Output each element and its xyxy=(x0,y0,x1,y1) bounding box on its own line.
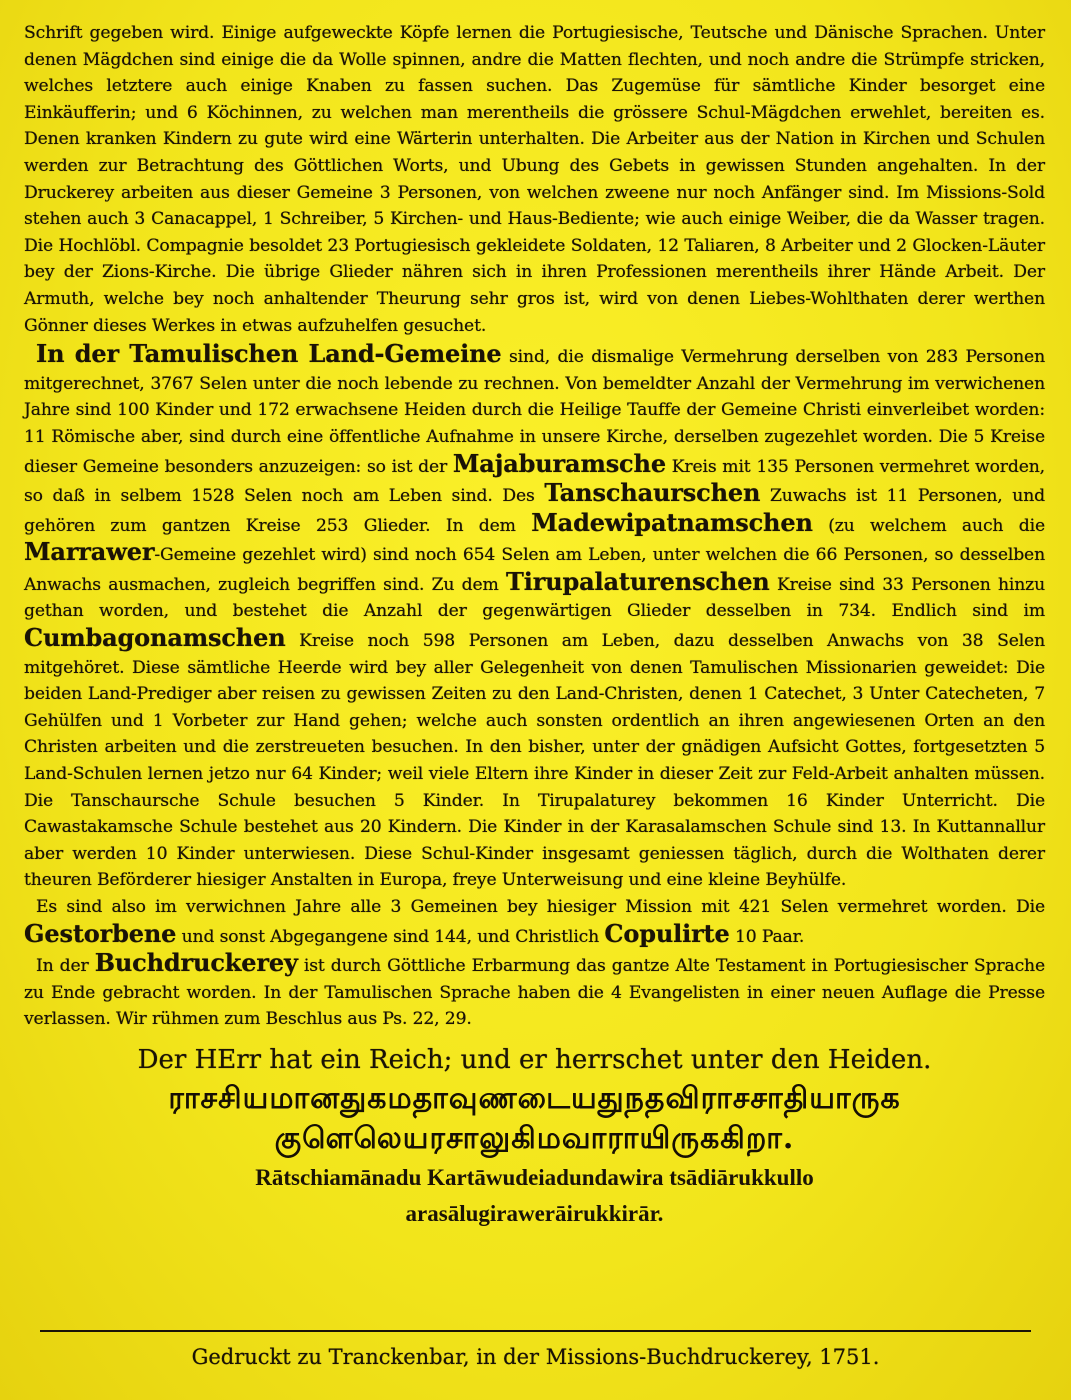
emphasis-term: Copulirte xyxy=(604,918,730,948)
emphasis-term: Cumbagonamschen xyxy=(24,623,286,653)
transliteration-line-2: arasālugirawerāirukkirār. xyxy=(405,1200,664,1226)
motto-verse: Der HErr hat ein Reich; und er herrschet unter den Heiden. xyxy=(137,1044,932,1075)
paragraph-tamil-land-congregation xyxy=(24,341,1045,894)
emphasis-term: Marrawer xyxy=(24,537,155,567)
paragraph-text: Es sind also im verwichnen Jahre alle 3 Gemeinen bey hiesiger Mission mit 421 Selen vermehret worden. Die Gestorbene und sonst Abgegangene sind 144, und Christlich Copulirte 10 Paar. xyxy=(24,897,1045,948)
footer-divider xyxy=(40,1330,1031,1332)
paragraph-summary xyxy=(24,894,1045,950)
emphasis-heading: In der Tamulischen Land-Gemeine xyxy=(36,339,502,369)
imprint-footer: Gedruckt zu Tranckenbar, in der Missions-Buchdruckerey, 1751. xyxy=(191,1345,880,1369)
tamil-verse-line-2: குளெலெயரசாலுகிமவாராயிருககிறா. xyxy=(274,1120,795,1156)
emphasis-term: Gestorbene xyxy=(24,918,177,948)
emphasis-term: Tirupalaturenschen xyxy=(506,566,770,596)
transliteration-line-1: Rātschiamānadu Kartāwudeiadundawira tsādiārukkullo xyxy=(255,1164,814,1190)
paragraph-text: In der Buchdruckerey ist durch Göttliche Erbarmung das gantze Alte Testament in Portugiesischer Sprache zu Ende gebracht worden. In der Tamulischen Sprache haben die 4 Evangelisten in einer neuen Auflage die Presse verlassen. Wir rühmen zum Beschlus aus Ps. 22, 29. xyxy=(24,948,1045,1030)
tamil-verse-line-1: ராசசியமானதுகமதாவுணடையதுநதவிராசசாதியாருக xyxy=(168,1080,901,1116)
paragraph-printing xyxy=(24,950,1045,1033)
emphasis-term: Majaburamsche xyxy=(452,448,666,478)
paragraph-text: Schrift gegeben wird. Einige aufgeweckte Köpfe lernen die Portugiesische, Teutsche und Dänische Sprachen. Unter denen Mägdchen sind einige die da Wolle spinnen, andre die Matten flechten, und noch andre die Strümpfe stricken, welches letztere auch einige Knaben zu fassen suchen. Das Zugemüse für sämtliche Kinder besorget eine Einkäufferin; und 6 Köchinnen, zu welchen man merentheils die grössere Schul-Mägdchen erwehlet, bereiten es. Denen kranken Kindern zu gute wird eine Wärterin unterhalten. Die Arbeiter aus der Nation in Kirchen und Schulen werden zur Betrachtung des Göttlichen Worts, und Ubung des Gebets in gewissen Stunden angehalten. In der Druckerey arbeiten aus dieser Gemeine 3 Personen, von welchen zweene nur noch Anfänger sind. Im Missions-Sold stehen auch 3 Canacappel, 1 Schreiber, 5 Kirchen- und Haus-Bediente; wie auch einige Weiber, die da Wasser tragen. Die Hochlöbl. Compagnie besoldet 23 Portugiesisch gekleidete Soldaten, 12 Taliaren, 8 Arbeiter und 2 Glocken-Läuter bey der Zions-Kirche. Die übrige Glieder nähren sich in ihren Professionen merentheils ihrer Hände Arbeit. Der Armuth, welche bey noch anhaltender Theurung sehr gros ist, wird von denen Liebes-Wohlthaten derer werthen Gönner dieses Werkes in etwas aufzuhelfen gesuchet. xyxy=(24,23,1045,336)
emphasis-term: Buchdruckerey xyxy=(94,948,298,978)
emphasis-term: Tanschaurschen xyxy=(544,478,761,508)
paragraph-school xyxy=(24,20,1045,339)
emphasis-term: Madewipatnamschen xyxy=(531,507,813,537)
paragraph-text: In der Tamulischen Land-Gemeine sind, die dismalige Vermehrung derselben von 283 Personen mitgerechnet, 3767 Selen unter die noch lebende zu rechnen. Von bemeldter Anzahl der Vermehrung im verwichenen Jahre sind 100 Kinder und 172 erwachsene Heiden durch die Heilige Tauffe der Gemeine Christi einverleibet worden: 11 Römische aber, sind durch eine öffentliche Aufnahme in unsere Kirche, derselben zugezehlet worden. Die 5 Kreise dieser Gemeine besonders anzuzeigen: so ist der Majaburamsche Kreis mit 135 Personen vermehret worden, so daß in selbem 1528 Selen noch am Leben sind. Des Tanschaurschen Zuwachs ist 11 Personen, und gehören zum gantzen Kreise 253 Glieder. In dem Madewipatnamschen (zu welchem auch die Marrawer-Gemeine gezehlet wird) sind noch 654 Selen am Leben, unter welchen die 66 Personen, so desselben Anwachs ausmachen, zugleich begriffen sind. Zu dem Tirupalaturenschen Kreise sind 33 Personen hinzu gethan worden, und bestehet die Anzahl der gegenwärtigen Glieder desselben in 734. Endlich sind im Cumbagonamschen Kreise noch 598 Personen am Leben, dazu desselben Anwachs von 38 Selen mitgehöret. Diese sämtliche Heerde wird bey aller Gelegenheit von denen Tamulischen Missionarien geweidet: Die beiden Land-Prediger aber reisen zu gewissen Zeiten zu den Land-Christen, denen 1 Catechet, 3 Unter Catecheten, 7 Gehülfen und 1 Vorbeter zur Hand gehen; welche auch sonsten ordentlich an ihren angewiesenen Orten an den Christen arbeiten und die zerstreueten besuchen. In den bisher, unter der gnädigen Aufsicht Gottes, fortgesetzten 5 Land-Schulen lernen jetzo nur 64 Kinder; weil viele Eltern ihre Kinder in dieser Zeit zur Feld-Arbeit anhalten müssen. Die Tanschaursche Schule besuchen 5 Kinder. In Tirupalaturey bekommen 16 Kinder Unterricht. Die Cawastakamsche Schule bestehet aus 20 Kindern. Die Kinder in der Karasalamschen Schule sind 13. In Kuttannallur aber werden 10 Kinder unterwiesen. Diese Schul-Kinder insgesamt geniessen täglich, durch die Wolthaten derer theuren Beförderer hiesiger Anstalten in Europa, freye Unterweisung und eine kleine Beyhülfe. xyxy=(24,339,1046,891)
